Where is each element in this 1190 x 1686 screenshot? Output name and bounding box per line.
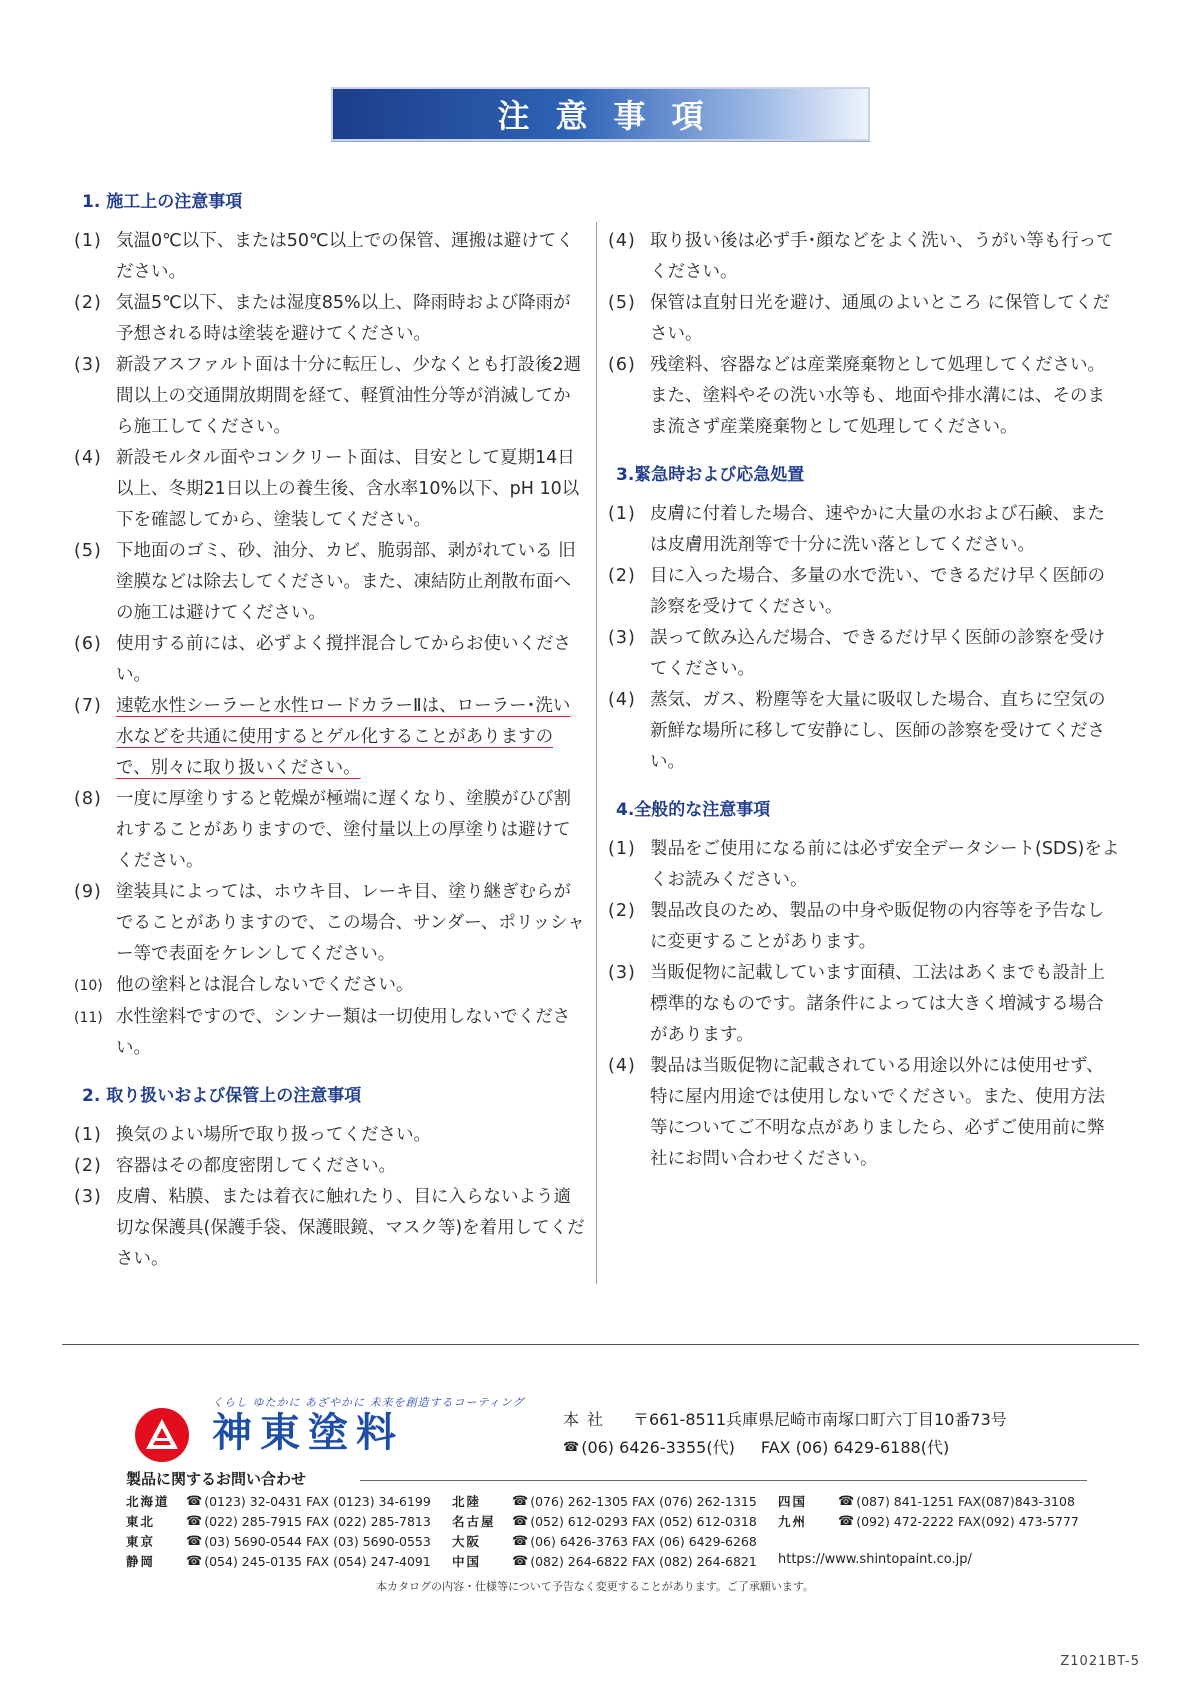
item-text: 換気のよい場所で取り扱ってください。 [116, 1125, 431, 1145]
headquarters-info [563, 1406, 1007, 1462]
item-text: 取り扱い後は必ず手･顔などをよく洗い、うがい等も行ってください。 [650, 231, 1114, 282]
right-column [608, 226, 1120, 1175]
item-text: 誤って飲み込んだ場合、できるだけ早く医師の診察を受けてください。 [650, 628, 1105, 679]
item-text: 新設モルタル面やコンクリート面は、目安として夏期14日以上、冬期21日以上の養生後、含水率10%以下、pH 10以下を確認してから、塗装してください。 [116, 448, 580, 530]
item-number: (1) [608, 839, 636, 859]
office-phone: (092) 472-2222 FAX(092) 473-5777 [856, 1514, 1079, 1529]
office-name: 九州 [778, 1514, 808, 1529]
item-number: (7) [74, 696, 102, 716]
column-divider [596, 222, 597, 1284]
office-name: 名古屋 [452, 1514, 496, 1529]
item-text: 塗装具によっては、ホウキ目、レーキ目、塗り継ぎむらがでることがありますので、この場合、サンダー、ポリッシャー等で表面をケレンしてください。 [116, 882, 585, 964]
item-text: 製品をご使用になる前には必ず安全データシート(SDS)をよくお読みください。 [650, 839, 1120, 890]
item-number: (3) [74, 1187, 102, 1207]
office-name: 静岡 [126, 1554, 156, 1569]
phone-icon: ☎ [186, 1534, 203, 1549]
item-text: 皮膚に付着した場合、速やかに大量の水および石鹸、または皮膚用洗剤等で十分に洗い落としてください。 [650, 504, 1105, 555]
list-item [608, 834, 1120, 896]
hq-label: 本社 [563, 1410, 612, 1429]
office-name: 北海道 [126, 1494, 170, 1509]
footer-divider [62, 1344, 1139, 1345]
office-row [126, 1552, 431, 1572]
list-item [608, 896, 1120, 958]
item-number: (5) [608, 293, 636, 313]
office-phone: (054) 245-0135 FAX (054) 247-4091 [204, 1554, 431, 1569]
office-phone: (0123) 32-0431 FAX (0123) 34-6199 [204, 1494, 431, 1509]
offices-column-2 [452, 1492, 757, 1572]
office-phone: (052) 612-0293 FAX (052) 612-0318 [530, 1514, 757, 1529]
emergency-notes-list [608, 499, 1120, 778]
phone-icon: ☎ [512, 1534, 529, 1549]
item-number: (6) [74, 634, 102, 654]
hq-fax: FAX (06) 6429-6188(代) [760, 1438, 950, 1457]
company-logo-icon [135, 1408, 189, 1462]
section-title-general: 4.全般的な注意事項 [616, 800, 771, 820]
list-item [608, 561, 1120, 623]
catalog-disclaimer: 本カタログの内容・仕様等について予告なく変更することがあります。ご了承願います。 [375, 1580, 815, 1593]
document-code: Z1021BT-5 [1060, 1654, 1140, 1669]
list-item [74, 1002, 586, 1064]
inquiry-title: 製品に関するお問い合わせ [126, 1470, 307, 1488]
item-number: (4) [608, 231, 636, 251]
office-row [778, 1512, 1079, 1532]
item-text: 蒸気、ガス、粉塵等を大量に吸収した場合、直ちに空気の新鮮な場所に移して安静にし、医師の診察を受けてください。 [650, 690, 1106, 772]
office-name: 大阪 [452, 1534, 482, 1549]
office-phone: (087) 841-1251 FAX(087)843-3108 [856, 1494, 1075, 1509]
office-row [126, 1512, 431, 1532]
office-phone: (03) 5690-0544 FAX (03) 5690-0553 [204, 1534, 431, 1549]
office-name: 東北 [126, 1514, 156, 1529]
phone-icon: ☎ [563, 1440, 580, 1455]
list-item [74, 629, 586, 691]
left-column [74, 190, 586, 1275]
phone-icon: ☎ [186, 1494, 203, 1509]
item-text: 保管は直射日光を避け、通風のよいところ に保管してください。 [650, 293, 1110, 344]
office-name: 東京 [126, 1534, 156, 1549]
item-text: 皮膚、粘膜、または着衣に触れたり、目に入らないよう適切な保護具(保護手袋、保護眼鏡、マスク等)を着用してください。 [116, 1187, 585, 1269]
section-title-handling-storage: 2. 取り扱いおよび保管上の注意事項 [82, 1086, 362, 1106]
item-number: (3) [608, 963, 636, 983]
section-title-construction: 1. 施工上の注意事項 [82, 192, 243, 212]
item-text: 他の塗料とは混合しないでください。 [116, 975, 414, 995]
item-text: 当販促物に記載しています面積、工法はあくまでも設計上標準的なものです。諸条件によっては大きく増減する場合があります。 [650, 963, 1105, 1045]
phone-icon: ☎ [512, 1514, 529, 1529]
office-row [452, 1532, 757, 1552]
offices-column-3 [778, 1492, 1079, 1532]
office-row [778, 1492, 1079, 1512]
office-row [126, 1532, 431, 1552]
list-item [74, 288, 586, 350]
office-phone: (082) 264-6822 FAX (082) 264-6821 [530, 1554, 757, 1569]
item-number: (8) [74, 789, 102, 809]
item-number: (6) [608, 355, 636, 375]
office-row [452, 1492, 757, 1512]
hq-tel: (06) 6426-3355(代) [581, 1438, 735, 1457]
list-item [74, 536, 586, 629]
list-item [74, 1182, 586, 1275]
office-name: 北陸 [452, 1494, 482, 1509]
office-name: 四国 [778, 1494, 808, 1509]
phone-icon: ☎ [186, 1554, 203, 1569]
offices-column-1 [126, 1492, 431, 1572]
list-item [608, 288, 1120, 350]
list-item [74, 443, 586, 536]
list-item [608, 1051, 1120, 1175]
item-text: 目に入った場合、多量の水で洗い、できるだけ早く医師の診察を受けてください。 [650, 566, 1105, 617]
page-title-banner [331, 87, 870, 141]
item-text: 製品改良のため、製品の中身や販促物の内容等を予告なしに変更することがあります。 [650, 901, 1105, 952]
general-notes-list [608, 834, 1120, 1175]
phone-icon: ☎ [838, 1494, 855, 1509]
item-number: (3) [608, 628, 636, 648]
phone-icon: ☎ [186, 1514, 203, 1529]
item-text: 一度に厚塗りすると乾燥が極端に遅くなり、塗膜がひび割れすることがありますので、塗付量以上の厚塗りは避けてください。 [116, 789, 571, 871]
list-item [608, 685, 1120, 778]
item-number: (4) [608, 1056, 636, 1076]
item-text: 使用する前には、必ずよく撹拌混合してからお使いください。 [116, 634, 571, 685]
handling-notes-list-continued [608, 226, 1120, 443]
list-item [74, 226, 586, 288]
office-row [452, 1512, 757, 1532]
item-number: (1) [74, 231, 102, 251]
item-number: (9) [74, 882, 102, 902]
item-number: (2) [74, 293, 102, 313]
item-text: 下地面のゴミ、砂、油分、カビ、脆弱部、剥がれている 旧塗膜などは除去してください。また、凍結防止剤散布面への施工は避けてください。 [116, 541, 576, 623]
item-text: 製品は当販促物に記載されている用途以外には使用せず、特に屋内用途では使用しないでください。また、使用方法等についてご不明な点がありましたら、必ずご使用前に弊社にお問い合わせください。 [650, 1056, 1105, 1169]
office-phone: (076) 262-1305 FAX (076) 262-1315 [530, 1494, 757, 1509]
list-item [74, 1120, 586, 1151]
hq-address: 〒661-8511兵庫県尼崎市南塚口町六丁目10番73号 [633, 1410, 1007, 1429]
construction-notes-list [74, 226, 586, 1064]
handling-notes-list [74, 1120, 586, 1275]
company-tagline: くらし ゆたかに あざやかに 未来を創造するコーティング [212, 1396, 525, 1409]
item-number: (2) [608, 901, 636, 921]
section-title-emergency: 3.緊急時および応急処置 [616, 465, 805, 485]
company-website-link[interactable]: https://www.shintopaint.co.jp/ [778, 1552, 972, 1567]
list-item [74, 350, 586, 443]
office-row [126, 1492, 431, 1512]
list-item [608, 350, 1120, 443]
item-text-underlined: 速乾水性シーラーと水性ロードカラーⅡは、ローラー･洗い水などを共通に使用するとゲル化することがありますので、別々に取り扱いください。 [116, 696, 571, 778]
item-number: (5) [74, 541, 102, 561]
phone-icon: ☎ [512, 1494, 529, 1509]
company-name: 神東塗料 [212, 1410, 404, 1456]
office-name: 中国 [452, 1554, 482, 1569]
item-text: 気温5℃以下、または湿度85%以上、降雨時および降雨が予想される時は塗装を避けてください。 [116, 293, 571, 344]
list-item [74, 970, 586, 1002]
list-item [74, 691, 586, 784]
item-text: 容器はその都度密閉してください。 [116, 1156, 396, 1176]
item-text: 新設アスファルト面は十分に転圧し、少なくとも打設後2週間以上の交通開放期間を経て、軽質油性分等が消滅してから施工してください。 [116, 355, 582, 437]
list-item [74, 784, 586, 877]
item-number: (10) [74, 978, 103, 994]
office-phone: (022) 285-7915 FAX (022) 285-7813 [204, 1514, 431, 1529]
item-number: (1) [608, 504, 636, 524]
item-number: (2) [74, 1156, 102, 1176]
list-item [608, 499, 1120, 561]
list-item [608, 623, 1120, 685]
phone-icon: ☎ [838, 1514, 855, 1529]
list-item [74, 1151, 586, 1182]
list-item [608, 226, 1120, 288]
item-number: (4) [608, 690, 636, 710]
list-item [74, 877, 586, 970]
office-phone: (06) 6426-3763 FAX (06) 6429-6268 [530, 1534, 757, 1549]
item-text: 残塗料、容器などは産業廃棄物として処理してください。また、塗料やその洗い水等も、地面や排水溝には、そのまま流さず産業廃棄物として処理してください。 [650, 355, 1105, 437]
inquiry-rule [360, 1480, 1087, 1481]
office-row [452, 1552, 757, 1572]
item-text: 気温0℃以下、または50℃以上での保管、運搬は避けてください。 [116, 231, 574, 282]
page-title: 注意事項 [497, 97, 730, 135]
phone-icon: ☎ [512, 1554, 529, 1569]
item-text: 水性塗料ですので、シンナー類は一切使用しないでください。 [116, 1007, 571, 1058]
item-number: (11) [74, 1010, 103, 1026]
list-item [608, 958, 1120, 1051]
item-number: (2) [608, 566, 636, 586]
item-number: (3) [74, 355, 102, 375]
item-number: (4) [74, 448, 102, 468]
item-number: (1) [74, 1125, 102, 1145]
